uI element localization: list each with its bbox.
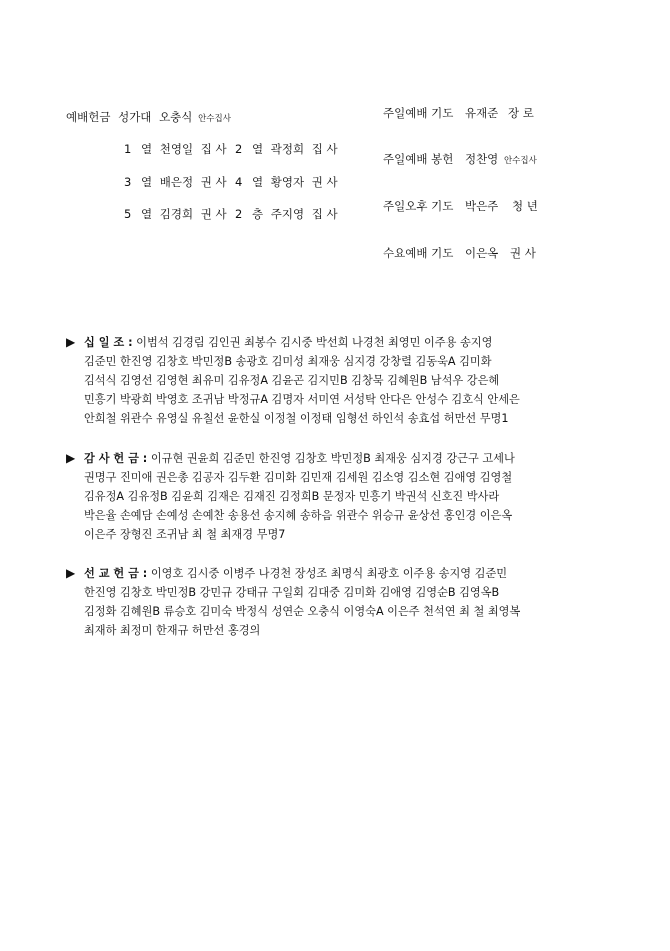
usher-name: 배은정 bbox=[159, 175, 194, 189]
section-marker-icon: ▶ bbox=[66, 451, 76, 465]
row-unit: 열 bbox=[251, 175, 264, 189]
row-num: 1 bbox=[124, 142, 132, 156]
row-num: 4 bbox=[235, 175, 243, 189]
section-marker-icon: ▶ bbox=[66, 335, 76, 349]
choir-label: 성가대 bbox=[118, 110, 152, 124]
usher-title: 집 사 bbox=[311, 207, 338, 221]
row-num: 2 bbox=[235, 207, 243, 221]
usher-row-2-b bbox=[235, 175, 338, 189]
row-unit: 열 bbox=[140, 207, 153, 221]
section-header: 십 일 조 : bbox=[84, 336, 133, 349]
section-header: 선 교 헌 금 : bbox=[84, 567, 148, 580]
row-unit: 층 bbox=[251, 207, 264, 221]
duty-label: 주일예배 봉헌 bbox=[383, 152, 454, 166]
section-names: 이규현 권윤희 김준민 한진영 김창호 박민정B 최재웅 심지경 강근구 고세나 권명구 진미애 권은총 김공자 김두환 김미화 김민재 김세원 김소영 김소현 김애영 김영철 김유정A 김유정B 김윤희 김재은 김재진 김정희B 문정자 민흥기 박권석 신호진 박사라 박은율 손예담 손예성 손예찬 송용선 송지혜 송하음 위관수 위승규 윤상선 홍인경 이은옥 이은주 장형진 조귀남 최 철 최재경 무명7 bbox=[84, 452, 515, 541]
usher-name: 곽정희 bbox=[270, 142, 305, 156]
duty-name: 박은주 bbox=[464, 199, 499, 213]
sunday-prayer-line bbox=[383, 106, 534, 120]
duty-label: 수요예배 기도 bbox=[383, 246, 454, 260]
usher-name: 황영자 bbox=[270, 175, 305, 189]
row-num: 3 bbox=[124, 175, 132, 189]
offering-prayer-name: 오충식 bbox=[159, 110, 193, 124]
wednesday-prayer-line bbox=[383, 246, 536, 260]
duty-name: 이은옥 bbox=[464, 246, 499, 260]
section-marker-icon: ▶ bbox=[66, 566, 76, 580]
sunday-afternoon-prayer-line bbox=[383, 199, 538, 213]
section-header: 감 사 헌 금 : bbox=[84, 452, 148, 465]
row-unit: 열 bbox=[140, 175, 153, 189]
usher-row-2-a bbox=[124, 175, 227, 189]
duty-name: 정찬영 bbox=[464, 152, 499, 166]
sunday-offering-line bbox=[383, 152, 537, 168]
row-num: 2 bbox=[235, 142, 243, 156]
duty-label: 주일오후 기도 bbox=[383, 199, 454, 213]
usher-title: 집 사 bbox=[311, 142, 338, 156]
usher-title: 권 사 bbox=[200, 207, 227, 221]
offering-prayer-line bbox=[66, 110, 231, 126]
mission-offering-section bbox=[84, 564, 524, 640]
tithe-section bbox=[84, 333, 524, 428]
usher-row-3-a bbox=[124, 207, 227, 221]
usher-name: 주지영 bbox=[270, 207, 305, 221]
usher-name: 김경희 bbox=[159, 207, 194, 221]
duty-title: 권 사 bbox=[509, 246, 536, 260]
duty-title: 안수집사 bbox=[503, 156, 537, 166]
usher-title: 집 사 bbox=[200, 142, 227, 156]
duty-title: 장 로 bbox=[507, 106, 534, 120]
offering-prayer-label: 예배헌금 bbox=[66, 110, 111, 124]
offering-prayer-title: 안수집사 bbox=[198, 114, 231, 124]
usher-row-3-b bbox=[235, 207, 338, 221]
duty-label: 주일예배 기도 bbox=[383, 106, 454, 120]
duty-name: 유재준 bbox=[464, 106, 499, 120]
section-names: 이범석 김경림 김인권 최봉수 김시중 박선희 나경천 최영민 이주용 송지영 김준민 한진영 김창호 박민정B 송광호 김미성 최재웅 심지경 강창렬 김동욱A 김미화 김석식 김영선 김영현 최유미 김유정A 김윤곤 김지민B 김창묵 김혜원B 남석우 강은혜 민흥기 박광희 박영호 조귀남 박정규A 김명자 서미연 서성탁 안다은 안성수 김호식 안세은 안희철 위관수 유영실 유칠선 윤한실 이정철 이정태 임형선 하인석 송효섭 허만선 무명1 bbox=[84, 336, 520, 425]
row-num: 5 bbox=[124, 207, 132, 221]
duty-title: 청 년 bbox=[511, 199, 538, 213]
usher-title: 권 사 bbox=[200, 175, 227, 189]
usher-name: 천영일 bbox=[159, 142, 194, 156]
usher-title: 권 사 bbox=[311, 175, 338, 189]
row-unit: 열 bbox=[251, 142, 264, 156]
usher-row-1-a bbox=[124, 142, 227, 156]
thanks-offering-section bbox=[84, 449, 524, 544]
section-names: 이영호 김시중 이병주 나경천 장성조 최명식 최광호 이주용 송지영 김준민 한진영 김창호 박민정B 강민규 강태규 구일회 김대중 김미화 김애영 김영순B 김영옥B 김정화 김혜원B 류승호 김미숙 박정식 성연순 오충식 이영숙A 이은주 천석연 최 철 최영복 최재하 최정미 한재규 허만선 홍경의 bbox=[84, 567, 521, 637]
usher-row-1-b bbox=[235, 142, 338, 156]
row-unit: 열 bbox=[140, 142, 153, 156]
